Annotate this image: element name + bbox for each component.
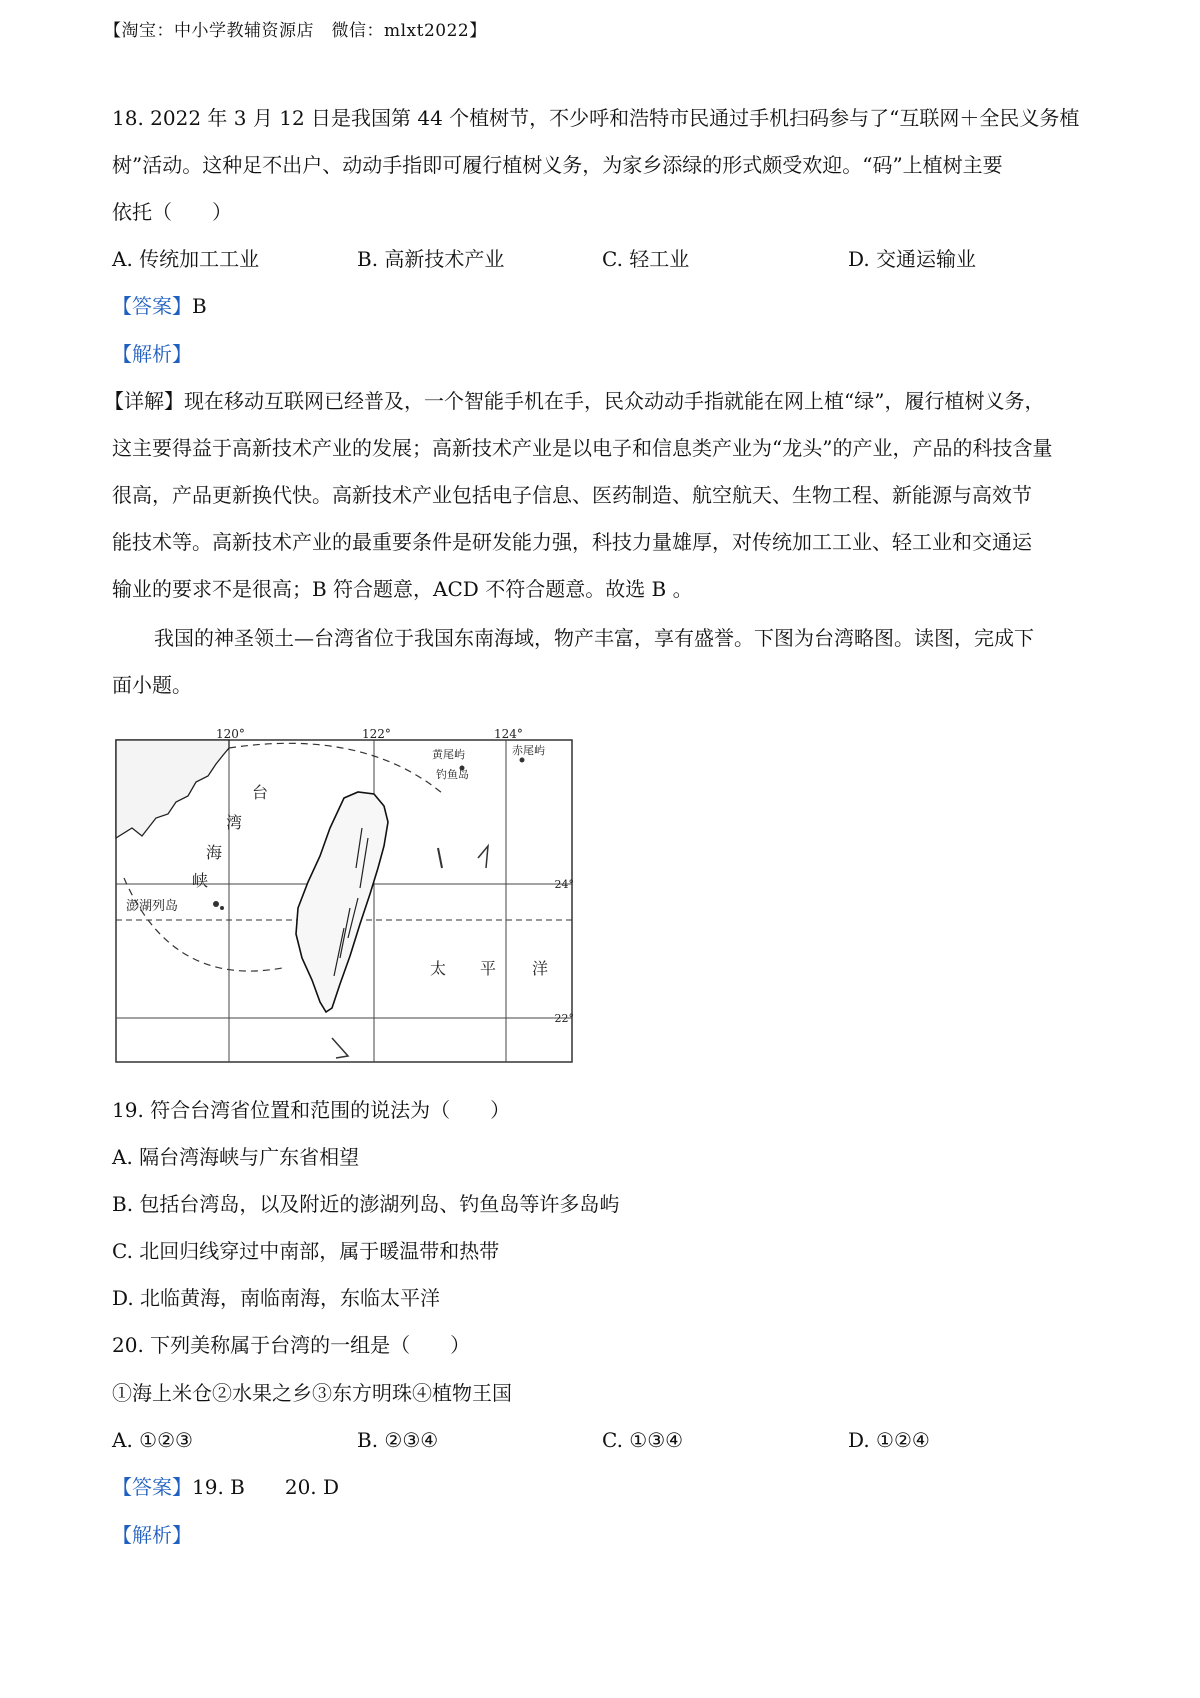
east-islet-2 xyxy=(478,846,488,868)
taiwan-map xyxy=(112,718,578,1068)
taiwan-map-svg xyxy=(112,718,578,1068)
label-strait-3: 海 xyxy=(206,843,223,862)
label-diaoyu: 钓鱼岛 xyxy=(436,768,469,781)
lat-label-24: 24° xyxy=(554,878,574,891)
q20-analysis-tag: 【解析】 xyxy=(112,1523,192,1547)
q20-option-b: B. ②③④ xyxy=(357,1428,439,1452)
label-penghu: 澎湖列岛 xyxy=(126,899,179,914)
penghu-islands xyxy=(213,901,219,907)
answer-value: B xyxy=(192,294,207,318)
q20-stem: 20. 下列美称属于台湾的一组是（ ） xyxy=(112,1333,471,1357)
q18-option-c: C. 轻工业 xyxy=(602,247,690,271)
q20-option-c: C. ①③④ xyxy=(602,1428,684,1452)
label-strait-2: 湾 xyxy=(226,813,243,832)
q18-detail-line-2: 这主要得益于高新技术产业的发展；高新技术产业是以电子和信息类产业为“龙头”的产业，产品的科技含量 xyxy=(112,436,1053,460)
q18-stem-line-1: 18. 2022 年 3 月 12 日是我国第 44 个植树节，不少呼和浩特市民通过手机扫码参与了“互联网＋全民义务植 xyxy=(112,106,1080,130)
q18-detail-line-1 xyxy=(104,387,1100,415)
lon-label-122: 122° xyxy=(362,727,391,741)
q18-detail-line-4: 能技术等。高新技术产业的最重要条件是研发能力强，科技力量雄厚，对传统加工工业、轻工业和交通运 xyxy=(112,530,1032,554)
answer-tag: 【答案】 xyxy=(112,1475,192,1499)
label-huangwei: 黄尾屿 xyxy=(432,748,465,761)
label-ocean-2: 平 xyxy=(480,959,497,978)
label-strait-1: 台 xyxy=(252,783,269,802)
lon-label-120: 120° xyxy=(216,727,245,741)
answer-value: 19. B 20. D xyxy=(192,1475,340,1499)
q18-detail-line-5: 输业的要求不是很高；B 符合题意，ACD 不符合题意。故选 B 。 xyxy=(112,577,693,601)
page-header-watermark: 【淘宝：中小学教辅资源店 微信：mlxt2022】 xyxy=(104,21,487,41)
q18-stem-line-2: 树”活动。这种足不出户、动动手指即可履行植树义务，为家乡添绿的形式颇受欢迎。“码”上植树主要 xyxy=(112,153,1003,177)
q18-stem-line-3: 依托（ ） xyxy=(112,200,232,224)
q20-option-a: A. ①②③ xyxy=(112,1428,193,1452)
q20-items: ①海上米仓②水果之乡③东方明珠④植物王国 xyxy=(112,1381,512,1405)
q20-answer xyxy=(112,1473,1100,1501)
q18-option-d: D. 交通运输业 xyxy=(848,247,977,271)
detail-text: 现在移动互联网已经普及，一个智能手机在手，民众动动手指就能在网上植“绿”，履行植树义务， xyxy=(184,389,1045,413)
q20-option-d: D. ①②④ xyxy=(848,1428,930,1452)
label-strait-4: 峡 xyxy=(192,871,209,890)
q18-detail-line-3: 很高，产品更新换代快。高新技术产业包括电子信息、医药制造、航空航天、生物工程、新能源与高效节 xyxy=(112,483,1032,507)
q18-option-a: A. 传统加工工业 xyxy=(112,247,260,271)
q19-option-b: B. 包括台湾岛，以及附近的澎湖列岛、钓鱼岛等许多岛屿 xyxy=(112,1192,620,1216)
q19-option-c: C. 北回归线穿过中南部，属于暖温带和热带 xyxy=(112,1239,500,1263)
lon-label-124: 124° xyxy=(494,727,523,741)
mainland-coast xyxy=(116,740,229,838)
q19-option-d: D. 北临黄海，南临南海，东临太平洋 xyxy=(112,1286,441,1310)
q18-option-b: B. 高新技术产业 xyxy=(357,247,505,271)
answer-tag: 【答案】 xyxy=(112,294,192,318)
q19-option-a: A. 隔台湾海峡与广东省相望 xyxy=(112,1145,360,1169)
intro-line-1: 我国的神圣领土—台湾省位于我国东南海域，物产丰富，享有盛誉。下图为台湾略图。读图，完成下 xyxy=(154,626,1034,650)
q19-stem: 19. 符合台湾省位置和范围的说法为（ ） xyxy=(112,1098,511,1122)
q18-answer xyxy=(112,292,1100,320)
intro-line-2: 面小题。 xyxy=(112,673,192,697)
label-ocean-3: 洋 xyxy=(532,959,549,978)
label-chiwei: 赤尾屿 xyxy=(512,744,545,757)
label-ocean-1: 太 xyxy=(430,959,447,978)
lat-label-22: 22° xyxy=(554,1012,574,1025)
east-islet xyxy=(438,848,442,868)
south-marker xyxy=(332,1038,348,1058)
detail-tag: 【详解】 xyxy=(104,389,184,413)
q18-analysis-tag: 【解析】 xyxy=(112,342,192,366)
